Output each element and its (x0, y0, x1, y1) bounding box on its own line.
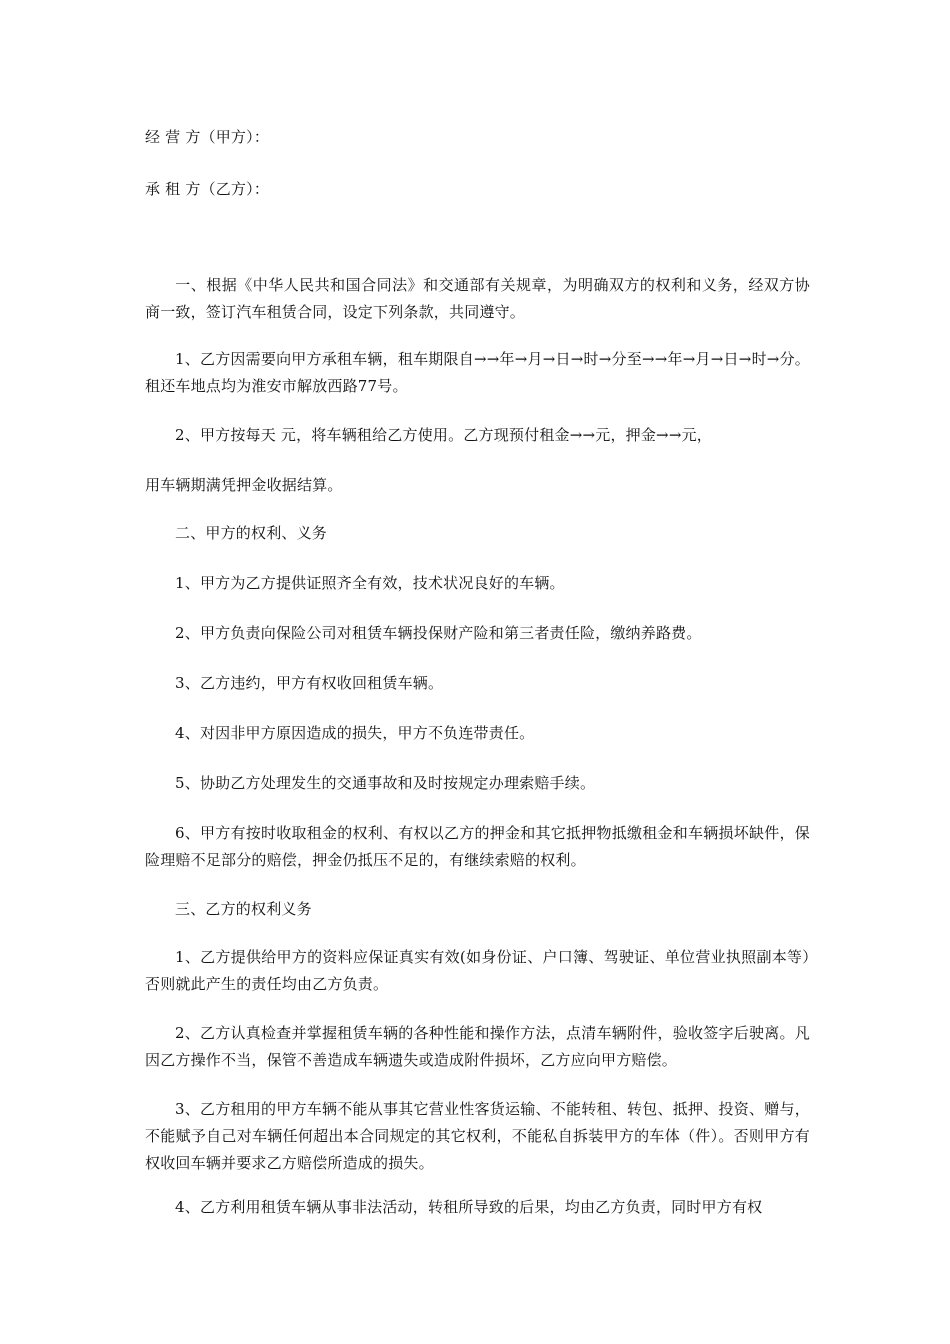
section-3-item-3 (145, 1096, 810, 1177)
section-2-title (145, 520, 810, 547)
section-2-item-4 (145, 720, 810, 747)
section-3-title (145, 896, 810, 923)
section-3-item-4-text: 4、乙方利用租赁车辆从事非法活动，转租所导致的后果，均由乙方负责，同时甲方有权 (175, 1198, 763, 1216)
section-3-item-1-text: 1、乙方提供给甲方的资料应保证真实有效(如身份证、户口簿、驾驶证、单位营业执照副本等）否则就此产生的责任均由乙方负责。 (145, 948, 810, 993)
intro-text: 一、根据《中华人民共和国合同法》和交通部有关规章，为明确双方的权利和义务，经双方协商一致，签订汽车租赁合同，设定下列条款，共同遵守。 (145, 276, 810, 321)
clause-rental-period (145, 346, 810, 400)
section-2-item-5 (145, 770, 810, 797)
section-3-item-3-text: 3、乙方租用的甲方车辆不能从事其它营业性客货运输、不能转租、转包、抵押、投资、赠与，不能赋予自己对车辆任何超出本合同规定的其它权利，不能私自拆装甲方的车体（件）。否则甲方有权收回车辆并要求乙方赔偿所造成的损失。 (145, 1100, 810, 1172)
section-2-item-4-text: 4、对因非甲方原因造成的损失，甲方不负连带责任。 (175, 724, 535, 742)
section-2-item-2 (145, 620, 810, 647)
section-2-title-text: 二、甲方的权利、义务 (175, 524, 328, 542)
clause-rental-period-text: 1、乙方因需要向甲方承租车辆，租车期限自→→年→月→日→时→分至→→年→月→日→时→分。租还车地点均为淮安市解放西路77号。 (145, 350, 810, 395)
section-2-item-6 (145, 820, 810, 874)
section-3-item-2-text: 2、乙方认真检查并掌握租赁车辆的各种性能和操作方法，点清车辆附件，验收签字后驶离。凡因乙方操作不当，保管不善造成车辆遗失或造成附件损坏，乙方应向甲方赔偿。 (145, 1024, 810, 1069)
section-2-item-1-text: 1、甲方为乙方提供证照齐全有效，技术状况良好的车辆。 (175, 574, 565, 592)
clause-rent-deposit (145, 422, 810, 449)
intro-paragraph (145, 272, 810, 326)
section-2-item-3 (145, 670, 810, 697)
section-2-item-6-text: 6、甲方有按时收取租金的权利、有权以乙方的押金和其它抵押物抵缴租金和车辆损坏缺件，保险理赔不足部分的赔偿，押金仍抵压不足的，有继续索赔的权利。 (145, 824, 810, 869)
section-3-item-1 (145, 944, 810, 998)
section-2-item-5-text: 5、协助乙方处理发生的交通事故和及时按规定办理索赔手续。 (175, 774, 596, 792)
section-2-item-2-text: 2、甲方负责向保险公司对租赁车辆投保财产险和第三者责任险，缴纳养路费。 (175, 624, 702, 642)
section-3-title-text: 三、乙方的权利义务 (175, 900, 312, 918)
section-2-item-3-text: 3、乙方违约，甲方有权收回租赁车辆。 (175, 674, 444, 692)
clause-settlement: 用车辆期满凭押金收据结算。 (145, 476, 343, 494)
party-b-label: 承 租 方（乙方）： (145, 180, 270, 198)
party-a-label: 经 营 方（甲方）： (145, 128, 270, 146)
section-2-item-1 (145, 570, 810, 597)
section-3-item-4 (145, 1194, 810, 1221)
section-3-item-2 (145, 1020, 810, 1074)
clause-rent-deposit-text: 2、甲方按每天 元，将车辆租给乙方使用。乙方现预付租金→→元，押金→→元， (175, 426, 712, 444)
